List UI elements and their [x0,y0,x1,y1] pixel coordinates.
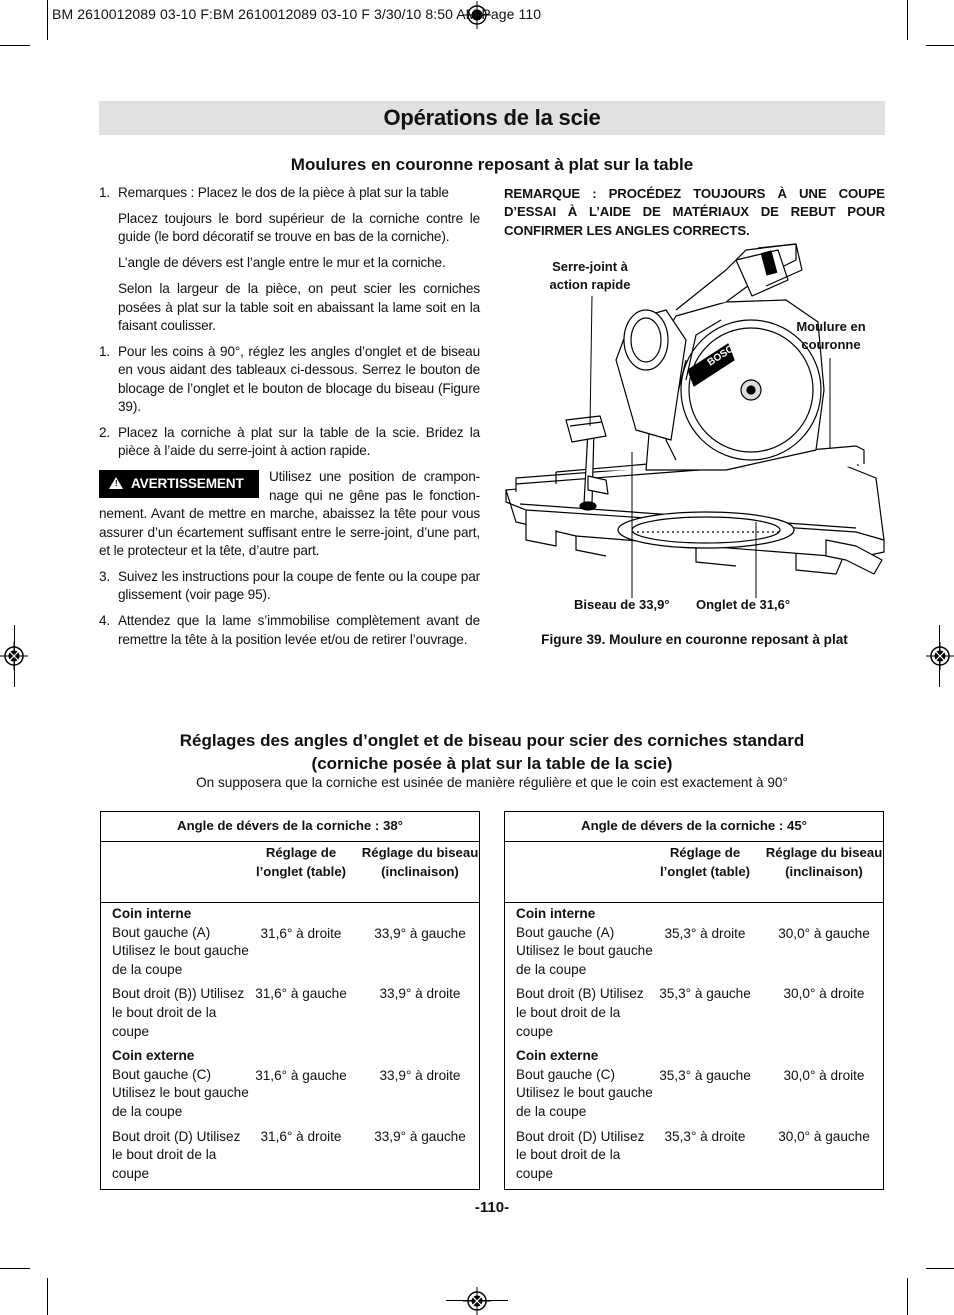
row-description: Bout gauche (C) Utilisez le bout gauche de la coupe [516,1066,653,1119]
step-item [99,343,480,417]
row-description: Bout droit (B)) Utilisez le bout droit de la coupe [112,986,245,1039]
bevel-value: 33,9° à gauche [374,926,466,941]
bevel-value: 30,0° à droite [783,986,865,1002]
column-header-bevel: Réglage du biseau (inclinaison) [361,845,479,879]
page-title-bar [99,101,885,135]
column-header-miter: Réglage de l’onglet (table) [659,845,751,879]
warning-label: AVERTISSEMENT [131,476,244,492]
table-column-headers [101,842,479,903]
crop-mark [926,1268,954,1269]
step-number: 4. [99,613,111,629]
column-header-bevel: Réglage du biseau (inclinaison) [765,845,883,879]
row-description: Bout gauche (C) Utilisez le bout gauche de la coupe [112,1066,249,1119]
table-column-headers [505,842,883,903]
table-heading: Angle de dévers de la corniche : 45° [505,812,883,842]
row-description: Bout droit (D) Utilisez le bout droit de la coupe [112,1128,241,1181]
row-description: Bout gauche (A) Utilisez le bout gauche de la coupe [112,924,249,977]
label-crown-molding: Moulure en couronne [796,319,866,352]
page-title: Opérations de la scie [383,105,601,130]
miter-saw-figure [496,240,888,620]
step-item [99,424,480,461]
registration-mark-icon [926,642,954,670]
miter-value: 31,6° à droite [260,1128,342,1144]
step-number: 3. [99,568,111,584]
label-quick-clamp: Serre-joint à action rapide [549,259,631,292]
table-row [101,1128,479,1184]
label-miter-angle: Onglet de 31,6° [696,597,791,612]
instructions-column [99,184,480,656]
warning-badge [99,470,259,498]
step-number: 2. [99,424,111,440]
registration-mark-icon [463,1287,491,1315]
settings-title-line: (corniche posée à plat sur la table de la scie) [311,754,673,773]
label-bevel-angle: Biseau de 33,9° [574,597,670,612]
row-group: Coin externe [112,1048,195,1064]
step-item [99,184,480,202]
brand-logo: BOSCH [705,339,742,369]
page-number: -110- [474,1199,510,1216]
row-group: Coin externe [516,1048,599,1064]
miter-value: 31,6° à droite [260,926,342,941]
step-number: 1. [99,343,111,359]
step-text: Remarques : Placez le dos de la pièce à plat sur la table [118,185,449,200]
remark-note: REMARQUE : PROCÉDEZ TOUJOURS À UNE COUPE D’ESSAI À L’AIDE DE MATÉRIAUX DE REBUT POUR CONFIRMER LES ANGLES CORRECTS. [504,186,885,238]
row-description: Bout droit (D) Utilisez le bout droit de la coupe [516,1128,645,1181]
row-group: Coin interne [516,906,596,921]
miter-saw-illustration [496,240,888,620]
step-text: Placez la corniche à plat sur la table de la scie. Bridez la pièce à l’aide du serre-joint à action rapide. [118,424,480,459]
table-row [505,985,883,1041]
step-text: Attendez que la lame s’immobilise complètement avant de remettre la tête à la position levée et/ou de retirer l’ouvrage. [118,613,480,647]
bevel-value: 30,0° à gauche [778,1128,870,1144]
step-text: Suivez les instructions pour la coupe de fente ou la coupe par glissement (voir page 95). [118,568,480,603]
warning-block [99,468,480,560]
crop-mark [926,45,954,46]
registration-mark-icon [0,642,28,670]
warning-triangle-icon: ! [109,477,123,489]
settings-table-38 [100,811,480,1190]
settings-note: On supposera que la corniche est usinée de manière régulière et que le coin est exactement à 90° [196,775,788,790]
bevel-value: 30,0° à droite [783,1068,865,1084]
table-row [505,1047,883,1121]
row-description: Bout droit (B) Utilisez le bout droit de la coupe [516,986,644,1039]
miter-value: 31,6° à gauche [255,986,347,1002]
crop-mark [907,0,908,40]
figure-caption: Figure 39. Moulure en couronne reposant à plat [541,632,848,647]
table-row [101,985,479,1041]
table-row [101,1047,479,1121]
settings-title-line: Réglages des angles d’onglet et de biseau pour scier des corniches standard [179,731,805,750]
miter-value: 35,3° à droite [664,1128,746,1144]
crop-mark [47,1278,48,1315]
step-item [99,612,480,649]
column-header-miter: Réglage de l’onglet (table) [255,845,347,879]
table-row [505,905,883,979]
crop-mark [907,1278,908,1315]
step-paragraph: Selon la largeur de la pièce, on peut scier les corniches posées à plat sur la table soit en abaissant la lame soit en la faisant coulisser. [118,281,480,333]
miter-value: 35,3° à droite [664,926,746,941]
miter-value: 35,3° à gauche [659,1068,751,1084]
warning-text: Utilisez une position de crampon-nage qui ne gêne pas le fonction-nement. Avant de mettre en marche, abaissez la tête pour vous assurer d’un écartement suffisant entre le serre-joint, d’une part, et le protecteur et la tête, d’autre part. [99,469,480,558]
settings-title [99,729,885,775]
crop-mark [0,1268,30,1269]
section-title: Moulures en couronne reposant à plat sur la table [290,155,694,174]
step-item [99,568,480,605]
bevel-value: 30,0° à gauche [778,926,870,941]
miter-value: 35,3° à gauche [659,986,751,1002]
step-text: Pour les coins à 90°, réglez les angles d’onglet et de biseau en vous aidant des tableaux ci-dessous. Serrez le bouton de blocage de l’onglet et le bouton de blocage du biseau (Figure 39). [118,343,480,415]
print-slug: BM 2610012089 03-10 F:BM 2610012089 03-10 F 3/30/10 8:50 AM Page 110 [52,6,542,22]
crop-mark [47,0,48,40]
table-row [101,905,479,979]
crop-mark [0,45,30,46]
bevel-value: 33,9° à droite [379,1068,461,1084]
miter-value: 31,6° à gauche [255,1068,347,1084]
bevel-value: 33,9° à droite [379,986,461,1002]
step-number: 1. [99,185,111,200]
table-heading: Angle de dévers de la corniche : 38° [101,812,479,842]
settings-table-45 [504,811,884,1190]
bevel-value: 33,9° à gauche [374,1128,466,1144]
row-description: Bout gauche (A) Utilisez le bout gauche de la coupe [516,924,653,977]
row-group: Coin interne [112,906,192,921]
table-row [505,1128,883,1184]
step-paragraph: L’angle de dévers est l’angle entre le mur et la corniche. [118,255,446,271]
step-paragraph: Placez toujours le bord supérieur de la corniche contre le guide (le bord décoratif se trouve en bas de la corniche). [118,210,480,245]
